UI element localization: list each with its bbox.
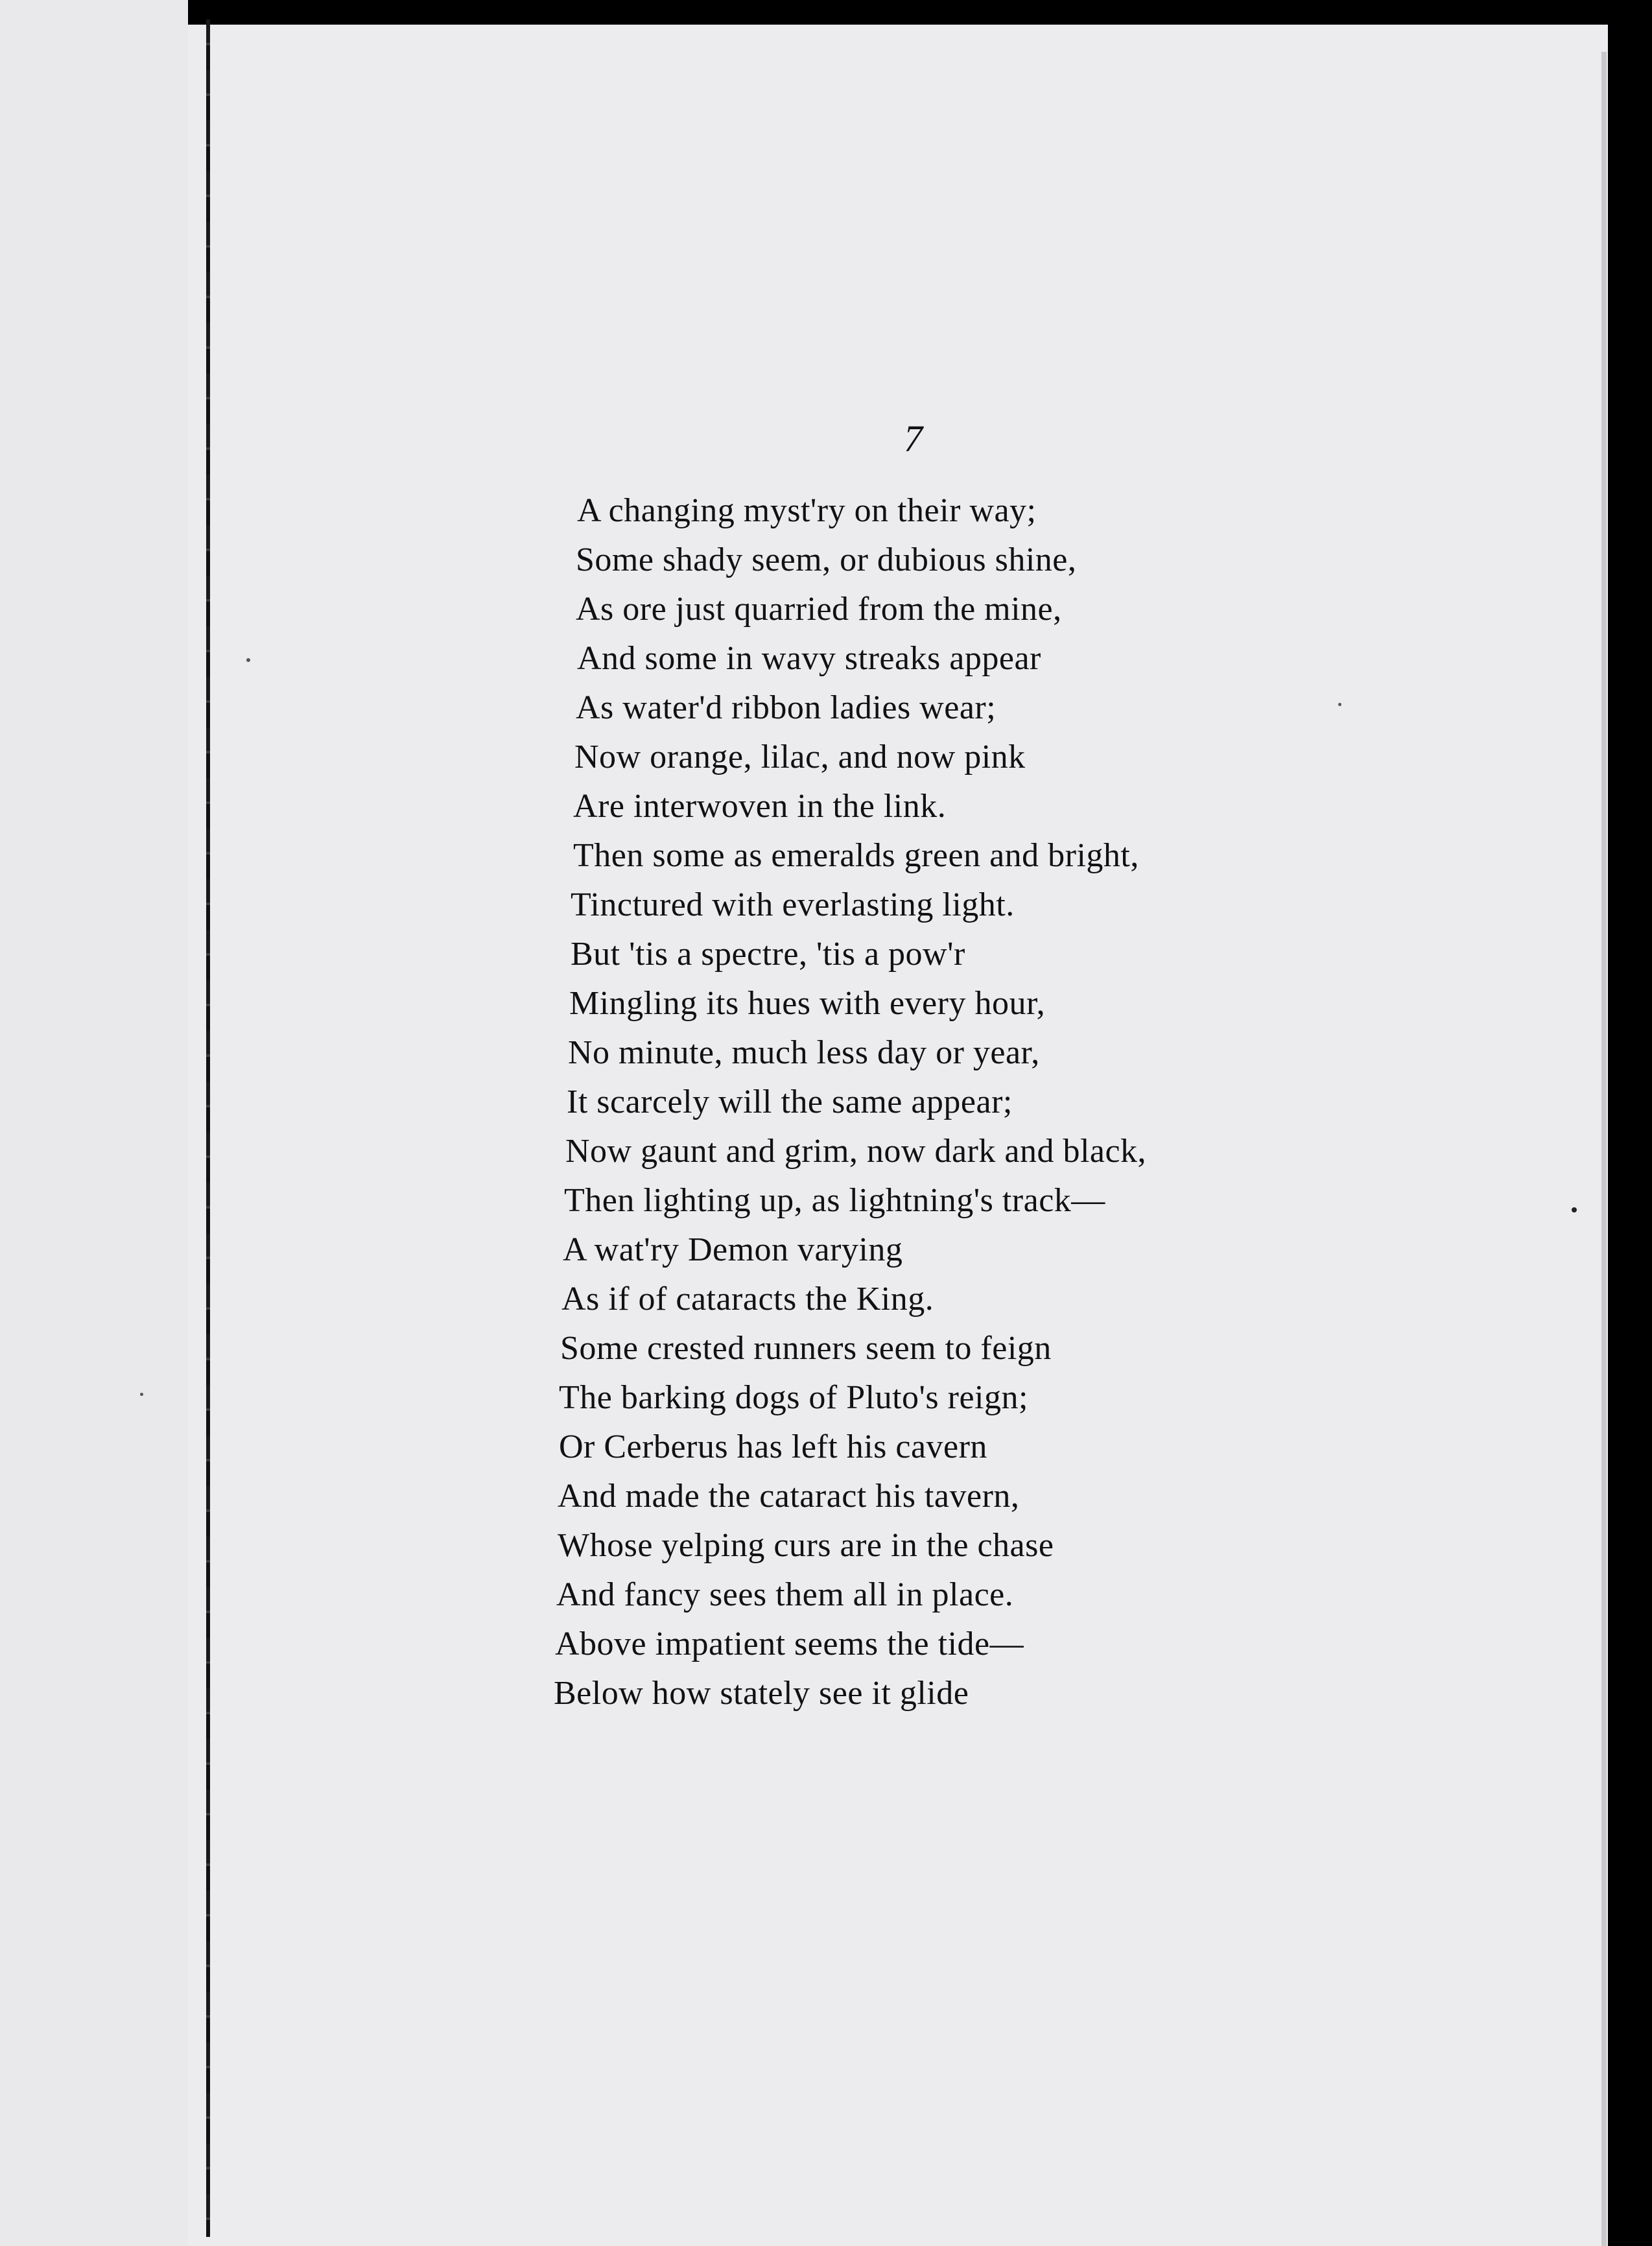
poem-line: Some crested runners seem to feign	[560, 1330, 1052, 1367]
poem-line: The barking dogs of Pluto's reign;	[559, 1379, 1028, 1416]
poem-line: As ore just quarried from the mine,	[576, 591, 1062, 628]
poem-line: A changing myst'ry on their way;	[577, 492, 1037, 529]
poem-line: As if of cataracts the King.	[561, 1281, 934, 1318]
poem-line: And fancy sees them all in place.	[556, 1576, 1014, 1613]
poem-line: It scarcely will the same appear;	[567, 1083, 1013, 1120]
poem-line: Then some as emeralds green and bright,	[573, 837, 1139, 874]
poem-line: Now orange, lilac, and now pink	[574, 739, 1026, 775]
poem-line: Whose yelping curs are in the chase	[558, 1527, 1054, 1564]
poem-line: A wat'ry Demon varying	[563, 1231, 903, 1268]
poem-line: Some shady seem, or dubious shine,	[576, 541, 1077, 578]
poem-line: But 'tis a spectre, 'tis a pow'r	[571, 936, 965, 973]
poem-line: Mingling its hues with every hour,	[569, 985, 1046, 1022]
poem-line: Tinctured with everlasting light.	[571, 886, 1015, 923]
poem-line: Below how stately see it glide	[554, 1675, 969, 1712]
poem-line: Now gaunt and grim, now dark and black,	[565, 1133, 1147, 1170]
poem-line: Then lighting up, as lightning's track—	[564, 1182, 1105, 1219]
poem-line: And made the cataract his tavern,	[558, 1478, 1020, 1515]
poem-line: Above impatient seems the tide—	[555, 1625, 1024, 1662]
poem-line: As water'd ribbon ladies wear;	[576, 689, 997, 726]
poem-line: Are interwoven in the link.	[573, 788, 947, 825]
poem-line: And some in wavy streaks appear	[577, 640, 1041, 677]
poem-line: Or Cerberus has left his cavern	[559, 1428, 987, 1465]
poem-line: No minute, much less day or year,	[568, 1034, 1040, 1071]
page-number: 7	[904, 418, 923, 460]
